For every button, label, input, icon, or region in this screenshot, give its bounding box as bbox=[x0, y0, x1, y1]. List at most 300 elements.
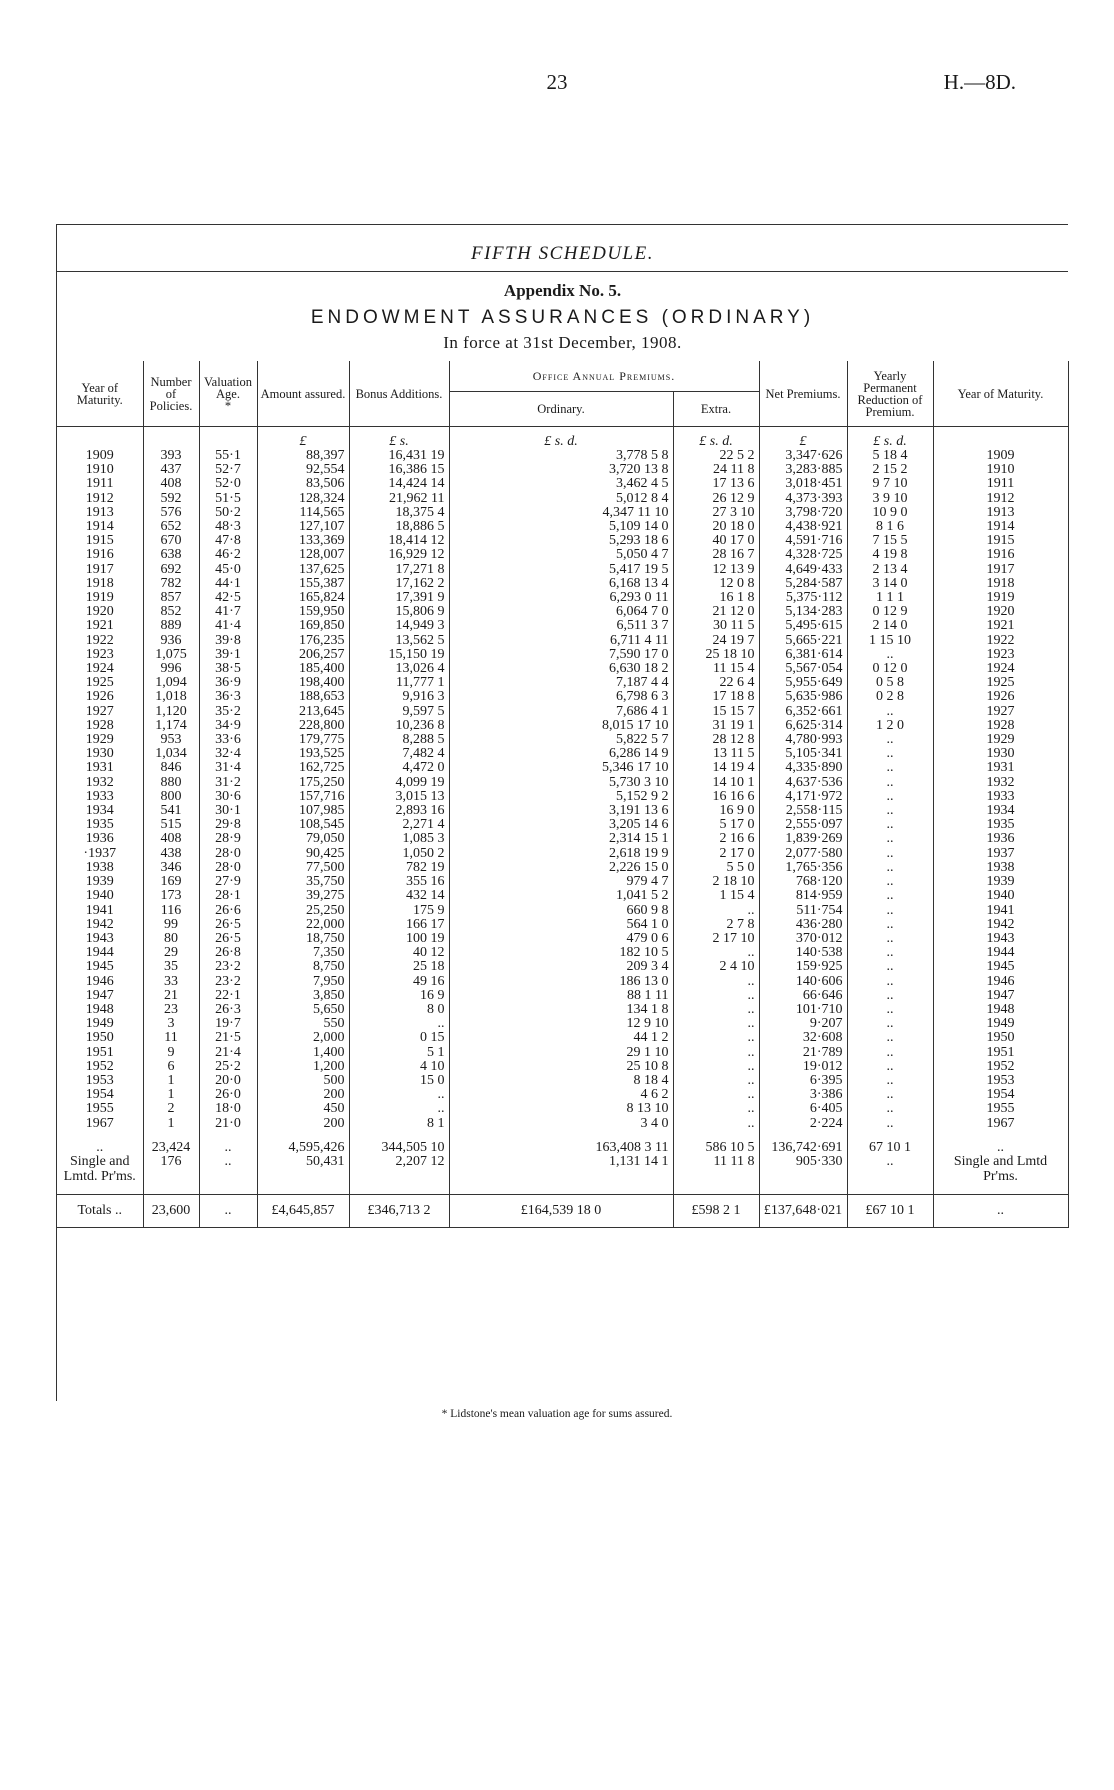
table-row bbox=[57, 747, 1068, 761]
subtotal-extra: 586 10 5 11 11 8 bbox=[673, 1141, 759, 1185]
table-cell: 564 1 0 bbox=[449, 918, 673, 932]
subtotal-reduction: 67 10 1 .. bbox=[847, 1141, 933, 1185]
table-cell: 5,730 3 10 bbox=[449, 776, 673, 790]
table-cell: 1,034 bbox=[143, 747, 199, 761]
totals-label: Totals .. bbox=[57, 1195, 143, 1228]
table-cell: 1920 bbox=[57, 605, 143, 619]
table-cell: 23·2 bbox=[199, 960, 257, 974]
table-cell: 8 1 bbox=[349, 1117, 449, 1131]
col-bonus: Bonus Additions. bbox=[349, 361, 449, 427]
table-row bbox=[57, 761, 1068, 775]
table-row bbox=[57, 506, 1068, 520]
table-row bbox=[57, 960, 1068, 974]
table-cell: .. bbox=[847, 1060, 933, 1074]
table-cell: 8,288 5 bbox=[349, 733, 449, 747]
table-row bbox=[57, 1088, 1068, 1102]
table-cell: 1942 bbox=[57, 918, 143, 932]
table-cell: 27·9 bbox=[199, 875, 257, 889]
table-cell: 1935 bbox=[933, 818, 1068, 832]
table-cell: 3·386 bbox=[759, 1088, 847, 1102]
table-cell: 393 bbox=[143, 449, 199, 463]
schedule-title: FIFTH SCHEDULE. bbox=[471, 243, 654, 264]
table-row bbox=[57, 619, 1068, 633]
table-cell: 936 bbox=[143, 634, 199, 648]
table-cell: 22 5 2 bbox=[673, 449, 759, 463]
table-cell: 6·405 bbox=[759, 1102, 847, 1116]
table-row bbox=[57, 719, 1068, 733]
table-cell: 20·0 bbox=[199, 1074, 257, 1088]
table-cell: 479 0 6 bbox=[449, 932, 673, 946]
table-cell: 11 bbox=[143, 1031, 199, 1045]
table-row bbox=[57, 975, 1068, 989]
table-cell: 782 bbox=[143, 577, 199, 591]
table-cell: 23 bbox=[143, 1003, 199, 1017]
table-cell: 5,152 9 2 bbox=[449, 790, 673, 804]
table-cell: 1912 bbox=[933, 492, 1068, 506]
table-cell: 16 1 8 bbox=[673, 591, 759, 605]
table-cell: 1928 bbox=[57, 719, 143, 733]
table-cell: 1943 bbox=[933, 932, 1068, 946]
table-row bbox=[57, 676, 1068, 690]
table-cell: 4,438·921 bbox=[759, 520, 847, 534]
table-cell: 11,777 1 bbox=[349, 676, 449, 690]
table-cell: 30 11 5 bbox=[673, 619, 759, 633]
table-cell: 35·2 bbox=[199, 705, 257, 719]
col-office-premiums: Office Annual Premiums. bbox=[449, 361, 759, 392]
table-cell: 1910 bbox=[933, 463, 1068, 477]
table-cell: 99 bbox=[143, 918, 199, 932]
table-cell: 39·8 bbox=[199, 634, 257, 648]
table-body bbox=[57, 427, 1068, 1131]
table-row bbox=[57, 634, 1068, 648]
table-cell: 3,720 13 8 bbox=[449, 463, 673, 477]
table-cell: 408 bbox=[143, 832, 199, 846]
table-cell: 1945 bbox=[57, 960, 143, 974]
table-cell: .. bbox=[673, 1031, 759, 1045]
table-cell: .. bbox=[673, 1046, 759, 1060]
table-cell: 1937 bbox=[933, 847, 1068, 861]
table-cell: 1 15 4 bbox=[673, 889, 759, 903]
totals-reduction: £67 10 1 bbox=[847, 1195, 933, 1228]
table-cell: 1917 bbox=[933, 563, 1068, 577]
table-cell: 41·4 bbox=[199, 619, 257, 633]
table-cell: 18,886 5 bbox=[349, 520, 449, 534]
table-cell: 50·2 bbox=[199, 506, 257, 520]
table-cell: 159·925 bbox=[759, 960, 847, 974]
table-cell: 1923 bbox=[933, 648, 1068, 662]
totals-policies: 23,600 bbox=[143, 1195, 199, 1228]
table-cell: 1941 bbox=[57, 904, 143, 918]
table-cell: 450 bbox=[257, 1102, 349, 1116]
table-row bbox=[57, 847, 1068, 861]
table-cell: 2 bbox=[143, 1102, 199, 1116]
col-age-mark: * bbox=[224, 398, 232, 413]
table-cell: 541 bbox=[143, 804, 199, 818]
table-cell: 4,373·393 bbox=[759, 492, 847, 506]
table-cell: 108,545 bbox=[257, 818, 349, 832]
table-cell: 1,200 bbox=[257, 1060, 349, 1074]
table-cell: .. bbox=[673, 989, 759, 1003]
table-cell: 1946 bbox=[933, 975, 1068, 989]
table-cell: 1,085 3 bbox=[349, 832, 449, 846]
table-cell: .. bbox=[847, 932, 933, 946]
table-cell: 1 1 1 bbox=[847, 591, 933, 605]
table-cell: 107,985 bbox=[257, 804, 349, 818]
table-cell: 32·608 bbox=[759, 1031, 847, 1045]
table-cell: 5,955·649 bbox=[759, 676, 847, 690]
table-cell: 2 13 4 bbox=[847, 563, 933, 577]
table-cell: 1925 bbox=[933, 676, 1068, 690]
table-cell: 1915 bbox=[57, 534, 143, 548]
table-cell: 7,590 17 0 bbox=[449, 648, 673, 662]
table-cell: 209 3 4 bbox=[449, 960, 673, 974]
table-cell: 2,618 19 9 bbox=[449, 847, 673, 861]
table-cell: 5,293 18 6 bbox=[449, 534, 673, 548]
table-cell: 814·959 bbox=[759, 889, 847, 903]
table-cell: 5 5 0 bbox=[673, 861, 759, 875]
table-cell: 31·4 bbox=[199, 761, 257, 775]
table-cell: 4 6 2 bbox=[449, 1088, 673, 1102]
table-cell: 213,645 bbox=[257, 705, 349, 719]
table-cell: 1921 bbox=[57, 619, 143, 633]
table-row bbox=[57, 904, 1068, 918]
table-cell: 1930 bbox=[57, 747, 143, 761]
table-cell: 9·207 bbox=[759, 1017, 847, 1031]
table-cell: 1935 bbox=[57, 818, 143, 832]
table-cell: 17,391 9 bbox=[349, 591, 449, 605]
table-cell: 592 bbox=[143, 492, 199, 506]
table-cell: .. bbox=[847, 818, 933, 832]
table-cell: 16,929 12 bbox=[349, 548, 449, 562]
table-cell: 1967 bbox=[933, 1117, 1068, 1131]
table-cell: 26·5 bbox=[199, 932, 257, 946]
totals-row bbox=[57, 1195, 1068, 1228]
table-cell: .. bbox=[673, 1102, 759, 1116]
table-cell: 16,431 19 bbox=[349, 449, 449, 463]
table-cell: 40 12 bbox=[349, 946, 449, 960]
table-cell: 8,750 bbox=[257, 960, 349, 974]
table-cell: 3 14 0 bbox=[847, 577, 933, 591]
table-cell: 4,472 0 bbox=[349, 761, 449, 775]
table-cell: 408 bbox=[143, 477, 199, 491]
table-cell: 1953 bbox=[57, 1074, 143, 1088]
table-cell: .. bbox=[673, 1003, 759, 1017]
table-cell: 21·5 bbox=[199, 1031, 257, 1045]
table-cell: 1951 bbox=[57, 1046, 143, 1060]
unit-bonus: £ s. bbox=[349, 427, 449, 450]
table-cell: 20 18 0 bbox=[673, 520, 759, 534]
table-row bbox=[57, 492, 1068, 506]
table-cell: 6,511 3 7 bbox=[449, 619, 673, 633]
table-cell: 25,250 bbox=[257, 904, 349, 918]
table-cell: 3 4 0 bbox=[449, 1117, 673, 1131]
table-row bbox=[57, 1017, 1068, 1031]
table-cell: .. bbox=[349, 1017, 449, 1031]
table-cell: 1919 bbox=[57, 591, 143, 605]
table-cell: 7,187 4 4 bbox=[449, 676, 673, 690]
table-cell: 5,109 14 0 bbox=[449, 520, 673, 534]
table-cell: 1932 bbox=[933, 776, 1068, 790]
table-cell: 1924 bbox=[933, 662, 1068, 676]
table-cell: 1948 bbox=[57, 1003, 143, 1017]
table-cell: 660 9 8 bbox=[449, 904, 673, 918]
table-cell: 1939 bbox=[57, 875, 143, 889]
table-cell: 162,725 bbox=[257, 761, 349, 775]
table-cell: 1,839·269 bbox=[759, 832, 847, 846]
table-cell: 1925 bbox=[57, 676, 143, 690]
table-cell: 500 bbox=[257, 1074, 349, 1088]
table-cell: 4 10 bbox=[349, 1060, 449, 1074]
table-cell: 1917 bbox=[57, 563, 143, 577]
table-cell: 12 9 10 bbox=[449, 1017, 673, 1031]
col-reduction: Yearly Permanent Reduction of Premium. bbox=[847, 361, 933, 427]
table-cell: .. bbox=[847, 918, 933, 932]
table-cell: 1909 bbox=[57, 449, 143, 463]
table-cell: 90,425 bbox=[257, 847, 349, 861]
totals-year: .. bbox=[933, 1195, 1068, 1228]
table-cell: .. bbox=[847, 989, 933, 1003]
table-cell: 16 9 bbox=[349, 989, 449, 1003]
table-cell: 24 11 8 bbox=[673, 463, 759, 477]
table-cell: 1927 bbox=[933, 705, 1068, 719]
title-block bbox=[57, 225, 1068, 265]
table-cell: 1951 bbox=[933, 1046, 1068, 1060]
table-cell: 1924 bbox=[57, 662, 143, 676]
table-cell: 9 bbox=[143, 1046, 199, 1060]
table-row bbox=[57, 1074, 1068, 1088]
table-cell: 15,150 19 bbox=[349, 648, 449, 662]
col-amount: Amount assured. bbox=[257, 361, 349, 427]
table-cell: .. bbox=[847, 705, 933, 719]
table-cell: 206,257 bbox=[257, 648, 349, 662]
table-cell: 2 17 10 bbox=[673, 932, 759, 946]
table-cell: 88,397 bbox=[257, 449, 349, 463]
table-cell: 33·6 bbox=[199, 733, 257, 747]
table-cell: 5,012 8 4 bbox=[449, 492, 673, 506]
table-cell: 176,235 bbox=[257, 634, 349, 648]
table-cell: 10,236 8 bbox=[349, 719, 449, 733]
table-cell: .. bbox=[847, 648, 933, 662]
totals-ordinary: £164,539 18 0 bbox=[449, 1195, 673, 1228]
table-cell: 5,417 19 5 bbox=[449, 563, 673, 577]
table-cell: .. bbox=[847, 1031, 933, 1045]
table-cell: 12 13 9 bbox=[673, 563, 759, 577]
table-cell: 1918 bbox=[933, 577, 1068, 591]
table-cell: .. bbox=[847, 847, 933, 861]
table-cell: 28·9 bbox=[199, 832, 257, 846]
table-row bbox=[57, 1003, 1068, 1017]
table-cell: 19·012 bbox=[759, 1060, 847, 1074]
table-cell: 8,015 17 10 bbox=[449, 719, 673, 733]
table-cell: 200 bbox=[257, 1088, 349, 1102]
table-cell: .. bbox=[673, 1017, 759, 1031]
table-cell: .. bbox=[673, 1060, 759, 1074]
table-cell: 165,824 bbox=[257, 591, 349, 605]
table-cell: 26·8 bbox=[199, 946, 257, 960]
table-cell: 6,711 4 11 bbox=[449, 634, 673, 648]
table-cell: 173 bbox=[143, 889, 199, 903]
table-cell: 4,171·972 bbox=[759, 790, 847, 804]
table-cell: 44 1 2 bbox=[449, 1031, 673, 1045]
table-cell: 45·0 bbox=[199, 563, 257, 577]
col-age-label: Valuation Age. bbox=[204, 374, 252, 401]
table-cell: 80 bbox=[143, 932, 199, 946]
table-cell: 1934 bbox=[933, 804, 1068, 818]
table-cell: .. bbox=[673, 1074, 759, 1088]
table-cell: 16,386 15 bbox=[349, 463, 449, 477]
table-cell: 1950 bbox=[933, 1031, 1068, 1045]
table-cell: 51·5 bbox=[199, 492, 257, 506]
table-cell: .. bbox=[349, 1102, 449, 1116]
subtotal-amount: 4,595,426 50,431 bbox=[257, 1141, 349, 1185]
table-cell: 1922 bbox=[933, 634, 1068, 648]
table-cell: 6,625·314 bbox=[759, 719, 847, 733]
table-cell: 996 bbox=[143, 662, 199, 676]
table-cell: 2,314 15 1 bbox=[449, 832, 673, 846]
table-cell: 22 6 4 bbox=[673, 676, 759, 690]
table-row bbox=[57, 449, 1068, 463]
table-cell: 1936 bbox=[57, 832, 143, 846]
table-row bbox=[57, 463, 1068, 477]
table-cell: 1,041 5 2 bbox=[449, 889, 673, 903]
table-cell: 13,026 4 bbox=[349, 662, 449, 676]
col-ordinary: Ordinary. bbox=[449, 392, 673, 427]
subtotal-bonus: 344,505 10 2,207 12 bbox=[349, 1141, 449, 1185]
table-cell: 2,558·115 bbox=[759, 804, 847, 818]
totals-amount: £4,645,857 bbox=[257, 1195, 349, 1228]
table-cell: 100 19 bbox=[349, 932, 449, 946]
table-cell: 188,653 bbox=[257, 690, 349, 704]
table-cell: 35,750 bbox=[257, 875, 349, 889]
table-cell: 29 bbox=[143, 946, 199, 960]
table-row bbox=[57, 1060, 1068, 1074]
table-cell: 7,686 4 1 bbox=[449, 705, 673, 719]
table-cell: 692 bbox=[143, 563, 199, 577]
table-row bbox=[57, 818, 1068, 832]
table-row bbox=[57, 989, 1068, 1003]
table-cell: 889 bbox=[143, 619, 199, 633]
table-cell: 8 0 bbox=[349, 1003, 449, 1017]
table-cell: 6,064 7 0 bbox=[449, 605, 673, 619]
table-cell: 953 bbox=[143, 733, 199, 747]
table-cell: 5,650 bbox=[257, 1003, 349, 1017]
totals-extra: £598 2 1 bbox=[673, 1195, 759, 1228]
table-cell: 1915 bbox=[933, 534, 1068, 548]
table-cell: 21·0 bbox=[199, 1117, 257, 1131]
table-cell: 49 16 bbox=[349, 975, 449, 989]
table-cell: 1911 bbox=[57, 477, 143, 491]
table-cell: .. bbox=[847, 960, 933, 974]
table-cell: 1918 bbox=[57, 577, 143, 591]
table-cell: 83,506 bbox=[257, 477, 349, 491]
table-cell: 1947 bbox=[57, 989, 143, 1003]
table-cell: 22·1 bbox=[199, 989, 257, 1003]
table-cell: 198,400 bbox=[257, 676, 349, 690]
table-cell: 18,750 bbox=[257, 932, 349, 946]
table-cell: 29·8 bbox=[199, 818, 257, 832]
table-cell: 46·2 bbox=[199, 548, 257, 562]
table-cell: 1919 bbox=[933, 591, 1068, 605]
table-cell: 114,565 bbox=[257, 506, 349, 520]
table-cell: .. bbox=[847, 1102, 933, 1116]
table-cell: 66·646 bbox=[759, 989, 847, 1003]
subtotal-age: .. .. bbox=[199, 1141, 257, 1185]
table-row bbox=[57, 477, 1068, 491]
appendix-title: Appendix No. 5. bbox=[503, 281, 622, 300]
table-cell: 1,400 bbox=[257, 1046, 349, 1060]
table-cell: 21 bbox=[143, 989, 199, 1003]
table-cell: 77,500 bbox=[257, 861, 349, 875]
table-cell: 515 bbox=[143, 818, 199, 832]
table-cell: 1955 bbox=[933, 1102, 1068, 1116]
table-cell: .. bbox=[847, 1117, 933, 1131]
table-cell: 1929 bbox=[57, 733, 143, 747]
table-row bbox=[57, 946, 1068, 960]
unit-ordinary: £ s. d. bbox=[449, 427, 673, 450]
subtotal-row bbox=[57, 1141, 1068, 1185]
table-row bbox=[57, 776, 1068, 790]
table-cell: 52·7 bbox=[199, 463, 257, 477]
table-row bbox=[57, 1031, 1068, 1045]
table-cell: 5,495·615 bbox=[759, 619, 847, 633]
table-cell: 1940 bbox=[57, 889, 143, 903]
table-cell: 346 bbox=[143, 861, 199, 875]
table-cell: 0 12 9 bbox=[847, 605, 933, 619]
table-cell: 169 bbox=[143, 875, 199, 889]
unit-extra: £ s. d. bbox=[673, 427, 759, 450]
table-cell: 1931 bbox=[933, 761, 1068, 775]
table-cell: .. bbox=[847, 1003, 933, 1017]
table-cell: 1949 bbox=[57, 1017, 143, 1031]
table-cell: 2 15 2 bbox=[847, 463, 933, 477]
table-cell: 2,000 bbox=[257, 1031, 349, 1045]
page-reference: H.—8D. bbox=[943, 70, 1016, 94]
table-cell: 17 13 6 bbox=[673, 477, 759, 491]
table-cell: 5 1 bbox=[349, 1046, 449, 1060]
table-cell: 166 17 bbox=[349, 918, 449, 932]
table-cell: 1 bbox=[143, 1074, 199, 1088]
header-row bbox=[57, 361, 1068, 392]
table-cell: 670 bbox=[143, 534, 199, 548]
table-cell: 127,107 bbox=[257, 520, 349, 534]
table-cell: 5,346 17 10 bbox=[449, 761, 673, 775]
table-cell: .. bbox=[349, 1088, 449, 1102]
table-cell: 35 bbox=[143, 960, 199, 974]
table-cell: 0 5 8 bbox=[847, 676, 933, 690]
table-cell: 41·7 bbox=[199, 605, 257, 619]
table-cell: 26·0 bbox=[199, 1088, 257, 1102]
table-cell: 228,800 bbox=[257, 719, 349, 733]
table-cell: 1946 bbox=[57, 975, 143, 989]
table-cell: 370·012 bbox=[759, 932, 847, 946]
table-cell: .. bbox=[847, 761, 933, 775]
table-cell: .. bbox=[847, 790, 933, 804]
table-cell: 768·120 bbox=[759, 875, 847, 889]
table-cell: 116 bbox=[143, 904, 199, 918]
table-cell: 3,778 5 8 bbox=[449, 449, 673, 463]
table-cell: 576 bbox=[143, 506, 199, 520]
table-cell: 1955 bbox=[57, 1102, 143, 1116]
table-cell: 3,283·885 bbox=[759, 463, 847, 477]
table-cell: 1,050 2 bbox=[349, 847, 449, 861]
table-row bbox=[57, 591, 1068, 605]
table-cell: 1945 bbox=[933, 960, 1068, 974]
schedule-frame bbox=[56, 224, 1068, 1401]
table-cell: .. bbox=[847, 804, 933, 818]
table-cell: 169,850 bbox=[257, 619, 349, 633]
col-age bbox=[199, 361, 257, 427]
table-cell: 17 18 8 bbox=[673, 690, 759, 704]
